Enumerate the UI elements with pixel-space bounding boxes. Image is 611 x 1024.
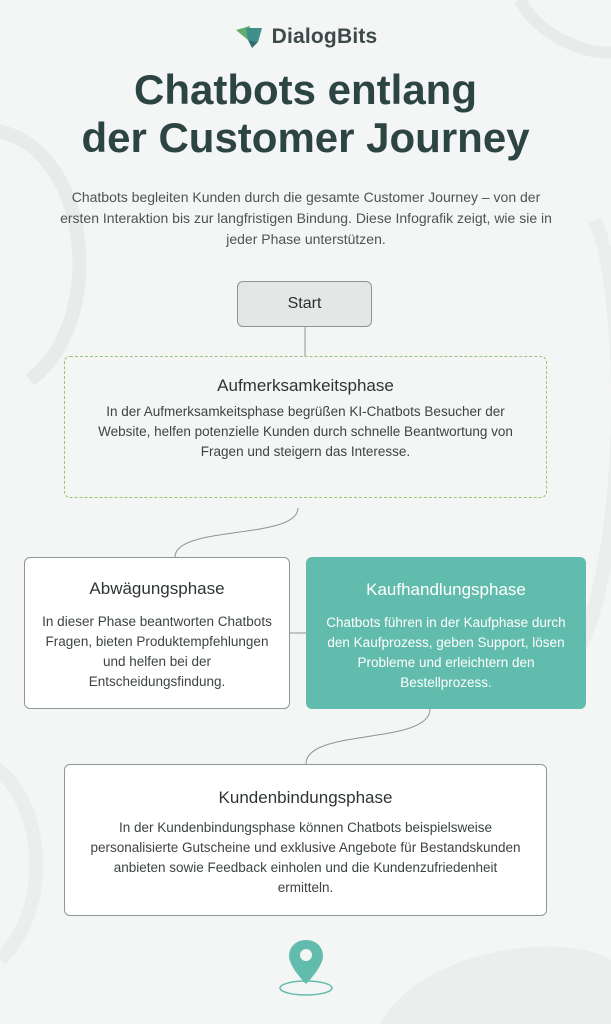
phase-description: In dieser Phase beantworten Chatbots Fragen, bieten Produktempfehlungen und helfen bei der Entscheidungsfindung. (42, 614, 272, 689)
phase-title: Kundenbindungsphase (218, 788, 393, 807)
background-curve (0, 760, 36, 960)
background-blob (380, 947, 611, 1024)
dialogbits-logo-icon (234, 24, 264, 50)
intro-text: Chatbots begleiten Kunden durch die gesamte Customer Journey – von der ersten Interaktion bis zur langfristigen Bindung. Diese Infografik zeigt, wie sie in jeder Phase unterstützen. (60, 189, 552, 247)
page-title-line2: der Customer Journey (81, 114, 530, 161)
phase-box-consideration (24, 557, 290, 709)
phase-description: Chatbots führen in der Kaufphase durch den Kaufprozess, geben Support, lösen Probleme und erleichtern den Bestellprozess. (326, 615, 566, 690)
phase-box-purchase (306, 557, 586, 709)
phase-title: Abwägungsphase (89, 579, 225, 598)
connector-phase1-to-phase2 (175, 508, 298, 557)
phase-box-retention (64, 764, 547, 916)
location-pin-icon (276, 936, 336, 998)
connector-phase3-to-phase4 (306, 709, 430, 764)
background-curve (0, 130, 79, 380)
start-node: Start (237, 281, 372, 327)
brand-logo (0, 24, 611, 50)
page-title (0, 66, 611, 162)
phase-title: Aufmerksamkeitsphase (217, 376, 394, 395)
phase-title: Kaufhandlungsphase (366, 580, 526, 599)
brand-name: DialogBits (271, 25, 378, 48)
phase-box-awareness (64, 356, 547, 498)
phase-description: In der Kundenbindungsphase können Chatbots beispielsweise personalisierte Gutscheine und exklusive Angebote für Bestandskunden anbieten sowie Feedback einholen und die Kundenzufriedenheit ermitteln. (90, 820, 521, 895)
page-title-line1: Chatbots entlang (134, 66, 477, 113)
phase-description: In der Aufmerksamkeitsphase begrüßen KI-Chatbots Besucher der Website, helfen potenzielle Kunden durch schnelle Beantwortung von Fragen und steigern das Interesse. (98, 404, 513, 459)
